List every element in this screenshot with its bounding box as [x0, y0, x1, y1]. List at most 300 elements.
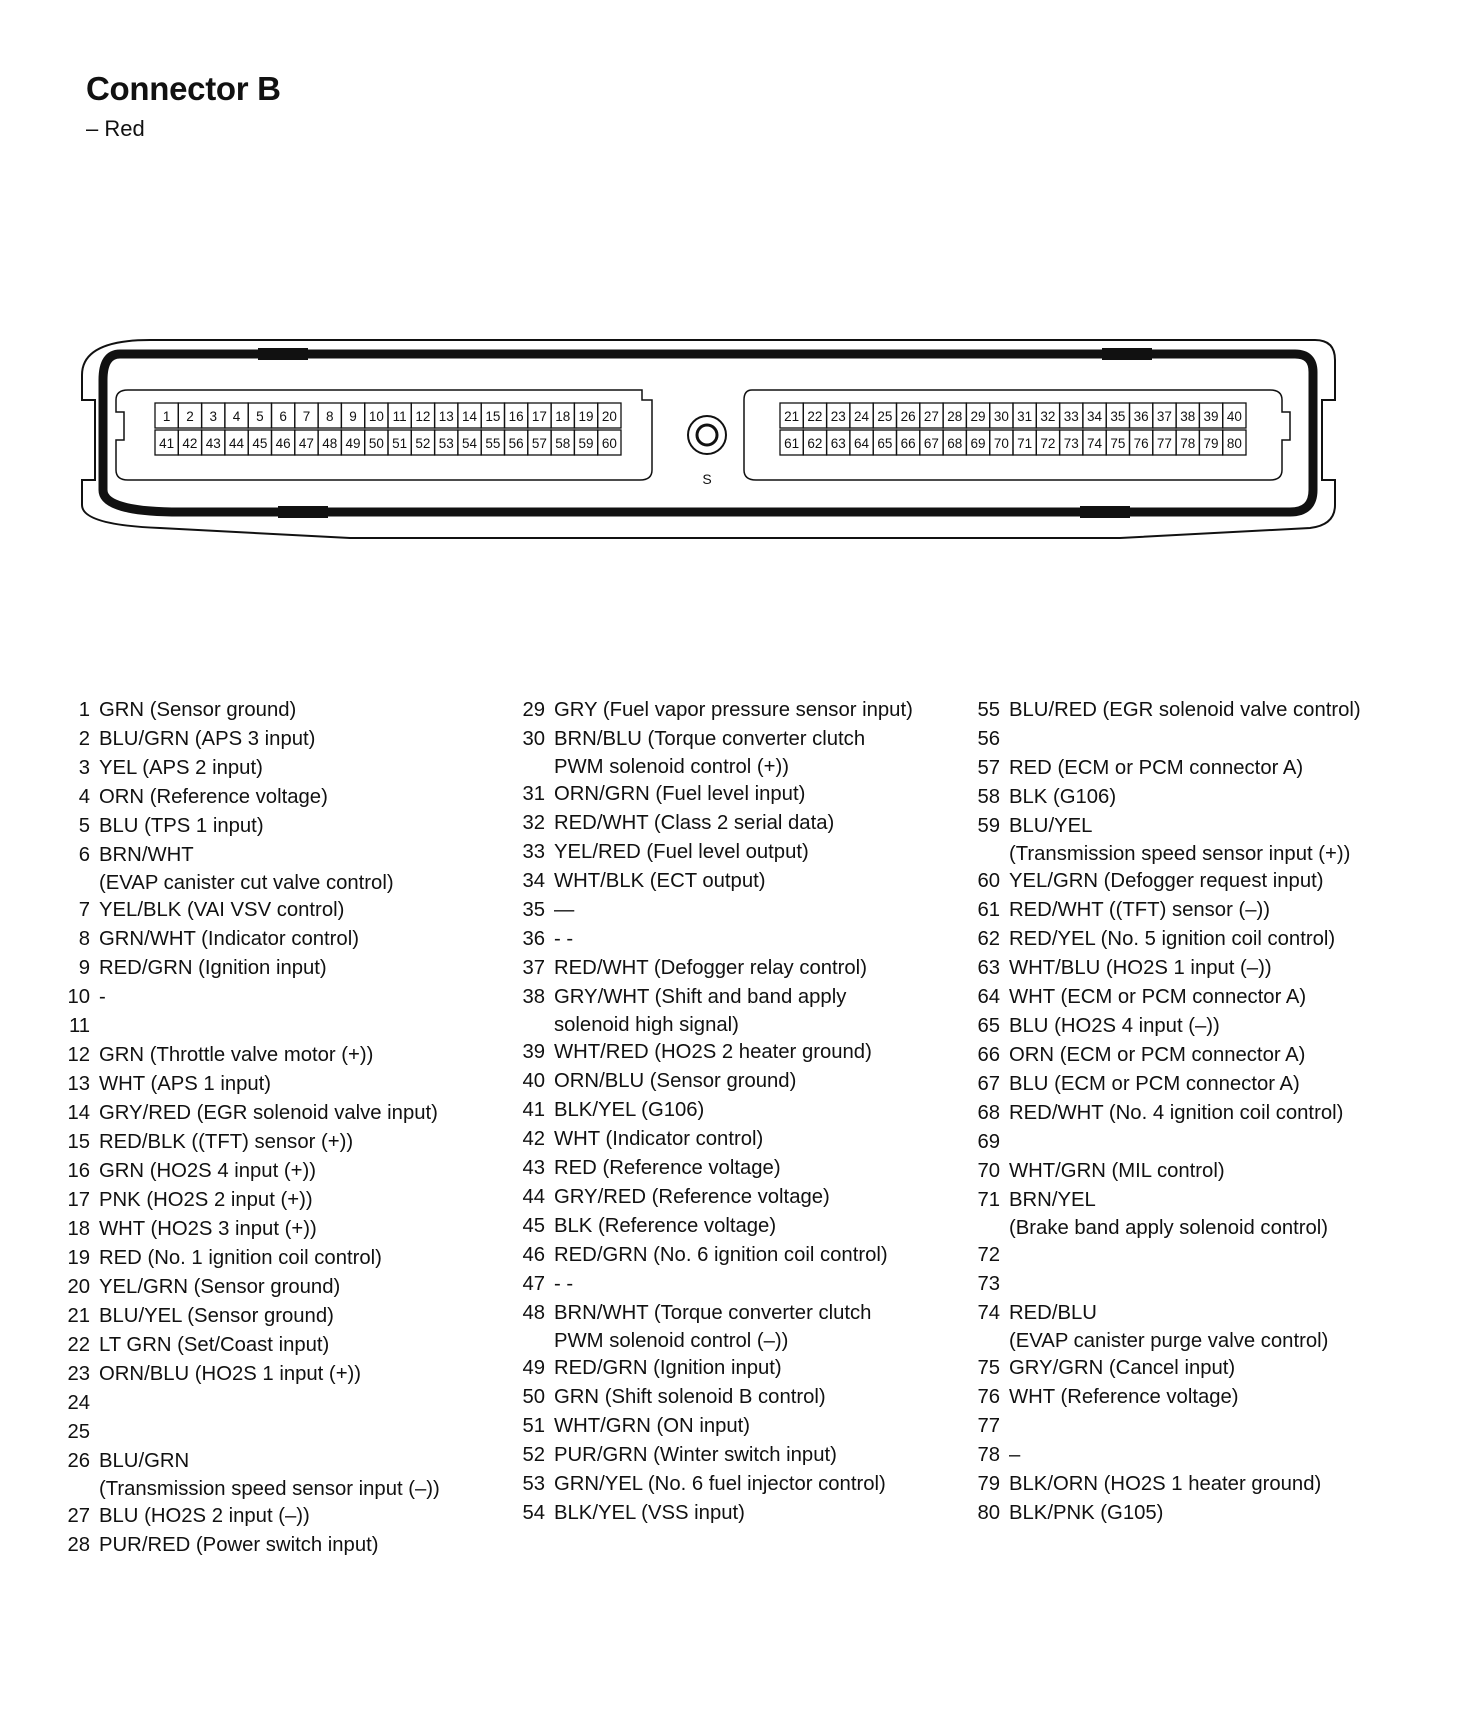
pin-cavity-number: 60	[601, 436, 617, 451]
pin-description	[1000, 1128, 1015, 1157]
pin-description	[1000, 1354, 1235, 1383]
pin-description	[90, 1244, 382, 1273]
wire-color-text: GRY (Fuel vapor pressure sensor input)	[554, 699, 913, 721]
pin-list-column-1	[60, 696, 530, 1560]
pin-entry	[515, 925, 985, 954]
pin-entry	[60, 1447, 530, 1502]
pin-cavity-number: 59	[578, 436, 594, 451]
pin-cavity-number: 5	[256, 409, 264, 424]
pin-entry	[60, 1041, 530, 1070]
pin-cavity-number: 62	[807, 436, 823, 451]
pin-number: 69	[977, 1131, 1000, 1153]
wire-function-text: (Transmission speed sensor input (+))	[1009, 843, 1351, 865]
wire-color-text: BRN/WHT (Torque converter clutch	[554, 1302, 872, 1324]
pin-cavity-number: 2	[186, 409, 194, 424]
pin-entry	[970, 783, 1440, 812]
pin-entry	[60, 1186, 530, 1215]
pin-entry	[60, 1418, 530, 1447]
wire-color-text: - -	[554, 928, 574, 950]
pin-description	[545, 696, 913, 725]
pin-entry	[970, 1070, 1440, 1099]
wire-color-text: YEL/GRN (Defogger request input)	[1009, 870, 1324, 892]
pin-cavity-number: 18	[555, 409, 571, 424]
pin-entry	[970, 754, 1440, 783]
pin-description	[90, 1128, 353, 1157]
pin-list-column-2	[515, 696, 985, 1528]
pin-description	[90, 1273, 340, 1302]
pin-number: 57	[977, 757, 1000, 779]
pin-number: 21	[67, 1305, 90, 1327]
wire-color-text: BLU/YEL (Sensor ground)	[99, 1305, 334, 1327]
wire-function-text: (Transmission speed sensor input (–))	[99, 1478, 440, 1500]
pin-description	[90, 812, 264, 841]
wire-color-text: WHT/GRN (MIL control)	[1009, 1160, 1225, 1182]
pin-number: 32	[522, 812, 545, 834]
pin-entry	[515, 1241, 985, 1270]
wire-color-text: ORN (ECM or PCM connector A)	[1009, 1044, 1306, 1066]
pin-entry	[970, 725, 1440, 754]
wire-color-text: WHT (Indicator control)	[554, 1128, 764, 1150]
wire-color-text: BLU (ECM or PCM connector A)	[1009, 1073, 1300, 1095]
pin-number: 61	[977, 899, 1000, 921]
wire-color-text: GRN/WHT (Indicator control)	[99, 928, 359, 950]
pin-number: 59	[977, 815, 1000, 837]
pin-cavity-number: 8	[325, 409, 334, 424]
wire-color-text: BLK (G106)	[1009, 786, 1117, 808]
pin-number: 42	[522, 1128, 545, 1150]
wire-color-text: RED/WHT (Class 2 serial data)	[554, 812, 835, 834]
pin-number: 63	[977, 957, 1000, 979]
pin-entry	[970, 1186, 1440, 1241]
pin-entry	[60, 725, 530, 754]
wire-color-text: RED (ECM or PCM connector A)	[1009, 757, 1304, 779]
wire-color-text: -	[99, 986, 106, 1008]
pin-entry	[515, 1499, 985, 1528]
pin-entry	[515, 1412, 985, 1441]
wire-color-text: PNK (HO2S 2 input (+))	[99, 1189, 313, 1211]
pin-number: 67	[977, 1073, 1000, 1095]
pin-number: 77	[977, 1415, 1000, 1437]
pin-entry	[515, 1470, 985, 1499]
pin-cavity-number: 77	[1156, 436, 1172, 451]
pin-entry	[970, 867, 1440, 896]
pin-entry	[970, 1412, 1440, 1441]
pin-cavity-number: 47	[298, 436, 314, 451]
pin-entry	[970, 925, 1440, 954]
wire-color-text: ORN/BLU (HO2S 1 input (+))	[99, 1363, 362, 1385]
pin-number: 1	[78, 699, 90, 721]
pin-description	[545, 867, 766, 896]
wire-color-text: ORN/BLU (Sensor ground)	[554, 1070, 797, 1092]
pin-entry	[515, 809, 985, 838]
wire-color-text: WHT (APS 1 input)	[99, 1073, 272, 1095]
pin-cavity-number: 40	[1226, 409, 1242, 424]
pin-cavity-number: 34	[1087, 409, 1103, 424]
pin-number: 31	[522, 783, 545, 805]
pin-number: 79	[977, 1473, 1000, 1495]
pin-cavity-number: 30	[993, 409, 1009, 424]
pin-entry	[60, 1012, 530, 1041]
pin-description	[90, 1302, 334, 1331]
pin-cavity-number: 70	[993, 436, 1009, 451]
pin-description	[90, 896, 344, 925]
wire-color-text: BLK (Reference voltage)	[554, 1215, 777, 1237]
pin-cavity-number: 20	[601, 409, 617, 424]
wire-color-text	[1009, 1270, 1015, 1299]
wire-function-text: PWM solenoid control (+))	[554, 756, 789, 778]
wire-color-text: BLK/PNK (G105)	[1009, 1502, 1164, 1524]
pin-entry	[970, 1157, 1440, 1186]
pin-description	[90, 1418, 105, 1447]
wire-color-text: RED/GRN (Ignition input)	[554, 1357, 782, 1379]
wire-color-text: BRN/YEL	[1009, 1189, 1096, 1211]
pin-description	[1000, 1383, 1239, 1412]
pin-cavity-number: 28	[947, 409, 963, 424]
pin-description	[90, 1331, 329, 1360]
pin-description	[545, 809, 834, 838]
pin-entry	[515, 954, 985, 983]
pin-description	[90, 983, 106, 1012]
pin-entry	[970, 1128, 1440, 1157]
wire-color-text: GRY/RED (EGR solenoid valve input)	[99, 1102, 438, 1124]
pin-cavity-number: 19	[578, 409, 594, 424]
wire-color-text: GRN/YEL (No. 6 fuel injector control)	[554, 1473, 886, 1495]
pin-description	[545, 1183, 830, 1212]
pin-description	[1000, 925, 1335, 954]
pin-cavity-number: 79	[1203, 436, 1219, 451]
wire-color-text: RED/YEL (No. 5 ignition coil control)	[1009, 928, 1336, 950]
wire-color-text: WHT (Reference voltage)	[1009, 1386, 1239, 1408]
pin-description	[545, 983, 846, 1038]
pin-cavity-number: 15	[485, 409, 501, 424]
pin-cavity-number: 33	[1063, 409, 1079, 424]
pin-cavity-number: 49	[345, 436, 361, 451]
pin-cavity-number: 71	[1017, 436, 1033, 451]
pin-number: 7	[78, 899, 90, 921]
wire-color-text: RED (Reference voltage)	[554, 1157, 781, 1179]
pin-description	[545, 1270, 573, 1299]
wire-function-text: (Brake band apply solenoid control)	[1009, 1217, 1329, 1239]
pin-description	[90, 1099, 438, 1128]
connector-color-label: – Red	[86, 116, 145, 141]
pin-number: 34	[522, 870, 545, 892]
wire-color-text: GRY/WHT (Shift and band apply	[554, 986, 847, 1008]
pin-cavity-number: 72	[1040, 436, 1056, 451]
pin-description	[545, 838, 809, 867]
pin-entry	[515, 696, 985, 725]
pin-entry	[60, 696, 530, 725]
wire-color-text: LT GRN (Set/Coast input)	[99, 1334, 330, 1356]
wire-color-text	[1009, 1412, 1015, 1441]
pin-entry	[970, 1441, 1440, 1470]
pin-number: 15	[67, 1131, 90, 1153]
pin-number: 56	[977, 728, 1000, 750]
pin-entry	[60, 1302, 530, 1331]
wire-color-text: GRN (HO2S 4 input (+))	[99, 1160, 316, 1182]
pin-entry	[60, 1099, 530, 1128]
wire-color-text: BLK/YEL (VSS input)	[554, 1502, 745, 1524]
wire-color-text	[1009, 1128, 1015, 1157]
wire-color-text: PUR/RED (Power switch input)	[99, 1534, 379, 1556]
wire-color-text: WHT/RED (HO2S 2 heater ground)	[554, 1041, 872, 1063]
pin-entry	[970, 1099, 1440, 1128]
pin-entry	[515, 1038, 985, 1067]
pin-entry	[970, 1383, 1440, 1412]
pin-cavity-number: 44	[229, 436, 245, 451]
pin-entry	[970, 1354, 1440, 1383]
pin-description	[90, 841, 394, 896]
pin-cavity-number: 76	[1133, 436, 1149, 451]
wire-color-text	[99, 1389, 105, 1418]
pin-entry	[515, 1212, 985, 1241]
pin-number: 6	[78, 844, 90, 866]
pin-entry	[60, 1502, 530, 1531]
pin-description	[1000, 1099, 1343, 1128]
latch-tab	[1102, 348, 1152, 360]
pin-entry	[515, 1154, 985, 1183]
pin-cavity-number: 65	[877, 436, 893, 451]
pin-number: 12	[67, 1044, 90, 1066]
pin-entry	[970, 1241, 1440, 1270]
pin-cavity-number: 26	[900, 409, 916, 424]
pin-cavity-number: 27	[923, 409, 939, 424]
pin-cavity-number: 46	[275, 436, 291, 451]
wire-color-text	[1009, 725, 1015, 754]
wire-color-text: BRN/BLU (Torque converter clutch	[554, 728, 866, 750]
pin-cavity-number: 31	[1017, 409, 1033, 424]
pin-number: 4	[78, 786, 90, 808]
pin-cavity-number: 42	[182, 436, 198, 451]
pin-number: 16	[67, 1160, 90, 1182]
pin-entry	[515, 896, 985, 925]
pin-cavity-number: 57	[531, 436, 547, 451]
pin-number: 47	[522, 1273, 545, 1295]
pin-cavity-number: 10	[368, 409, 384, 424]
pin-cavity-number: 41	[159, 436, 175, 451]
pin-number: 24	[67, 1392, 90, 1414]
pin-description	[90, 754, 263, 783]
pin-description	[1000, 1241, 1015, 1270]
pin-number: 13	[67, 1073, 90, 1095]
wire-color-text: BLU/RED (EGR solenoid valve control)	[1009, 699, 1361, 721]
pin-cavity-number: 16	[508, 409, 524, 424]
pin-entry	[60, 983, 530, 1012]
pin-description	[1000, 1157, 1225, 1186]
wire-color-text: WHT/BLK (ECT output)	[554, 870, 766, 892]
pin-description	[545, 1038, 872, 1067]
pin-cavity-number: 78	[1180, 436, 1196, 451]
pin-number: 30	[522, 728, 545, 750]
pin-entry	[515, 1096, 985, 1125]
pin-description	[1000, 954, 1272, 983]
pin-number: 3	[78, 757, 90, 779]
pin-number: 29	[522, 699, 545, 721]
page-title: Connector B	[86, 70, 281, 107]
pin-list-column-3	[970, 696, 1440, 1528]
wire-color-text: RED/BLU	[1009, 1302, 1097, 1324]
pin-entry	[60, 1070, 530, 1099]
pin-cavity-number: 51	[392, 436, 408, 451]
pin-cavity-number: 14	[462, 409, 478, 424]
pin-number: 52	[522, 1444, 545, 1466]
wire-color-text: RED/WHT (No. 4 ignition coil control)	[1009, 1102, 1344, 1124]
pin-description	[90, 1215, 317, 1244]
wire-color-text: BLU/GRN	[99, 1450, 190, 1472]
pin-description	[545, 1154, 781, 1183]
pin-cavity-number: 38	[1180, 409, 1196, 424]
wire-color-text: RED/WHT (Defogger relay control)	[554, 957, 867, 979]
wire-color-text: BLK/YEL (G106)	[554, 1099, 705, 1121]
pin-cavity-number: 17	[531, 409, 547, 424]
connector-inner-frame	[103, 354, 1313, 512]
wire-color-text	[99, 1418, 105, 1447]
pin-number: 43	[522, 1157, 545, 1179]
pin-number: 39	[522, 1041, 545, 1063]
wire-color-text: BLU/YEL	[1009, 815, 1093, 837]
pin-entry	[970, 1012, 1440, 1041]
pin-description	[90, 725, 315, 754]
pin-entry	[515, 1270, 985, 1299]
pin-entry	[60, 1331, 530, 1360]
pin-entry	[60, 1273, 530, 1302]
wire-color-text: GRN (Shift solenoid B control)	[554, 1386, 826, 1408]
pin-cavity-number: 68	[947, 436, 963, 451]
wire-color-text: GRN (Sensor ground)	[99, 699, 297, 721]
pin-entry	[60, 896, 530, 925]
wire-color-text: RED/WHT ((TFT) sensor (–))	[1009, 899, 1271, 921]
pin-number: 38	[522, 986, 545, 1008]
pin-entry	[60, 1244, 530, 1273]
pin-cavity-number: 61	[784, 436, 800, 451]
wire-function-text: PWM solenoid control (–))	[554, 1330, 789, 1352]
pin-entry	[60, 754, 530, 783]
pin-description	[545, 780, 805, 809]
pin-entry	[60, 783, 530, 812]
pin-number: 72	[977, 1244, 1000, 1266]
pin-entry	[515, 1383, 985, 1412]
pin-number: 40	[522, 1070, 545, 1092]
pin-cavity-number: 35	[1110, 409, 1126, 424]
pin-cavity-number: 12	[415, 409, 431, 424]
pin-number: 49	[522, 1357, 545, 1379]
pin-description	[545, 1441, 837, 1470]
pin-entry	[515, 983, 985, 1038]
pin-cavity-number: 53	[438, 436, 454, 451]
pin-entry	[60, 954, 530, 983]
center-bolt-label: S	[702, 471, 712, 487]
pin-cavity-number: 69	[970, 436, 986, 451]
pin-entry	[970, 1270, 1440, 1299]
pin-entry	[970, 1499, 1440, 1528]
wire-function-text: (EVAP canister purge valve control)	[1009, 1330, 1329, 1352]
pin-description	[90, 783, 328, 812]
pin-number: 28	[67, 1534, 90, 1556]
pin-number: 44	[522, 1186, 545, 1208]
pin-number: 19	[67, 1247, 90, 1269]
pin-number: 62	[977, 928, 1000, 950]
pin-number: 60	[977, 870, 1000, 892]
latch-tab	[278, 506, 328, 518]
pin-number: 51	[522, 1415, 545, 1437]
wire-color-text: YEL/BLK (VAI VSV control)	[99, 899, 345, 921]
pin-cavity-number: 37	[1156, 409, 1172, 424]
pin-description	[1000, 1270, 1015, 1299]
connector-diagram	[0, 330, 1472, 540]
pin-cavity-number: 73	[1063, 436, 1079, 451]
pin-description	[90, 1531, 379, 1560]
pin-description	[90, 1012, 105, 1041]
pin-description	[1000, 983, 1306, 1012]
wire-color-text: BLK/ORN (HO2S 1 heater ground)	[1009, 1473, 1322, 1495]
wire-color-text: WHT (ECM or PCM connector A)	[1009, 986, 1307, 1008]
pin-description	[545, 1096, 704, 1125]
pin-description	[545, 1354, 782, 1383]
pin-cavity-number: 66	[900, 436, 916, 451]
pin-description	[545, 896, 574, 925]
pin-description	[1000, 1470, 1321, 1499]
pin-cavity-number: 75	[1110, 436, 1126, 451]
pin-description	[1000, 754, 1303, 783]
pin-number: 70	[977, 1160, 1000, 1182]
pin-description	[545, 1125, 763, 1154]
center-bolt-inner	[697, 425, 717, 445]
pin-cavity-number: 13	[438, 409, 454, 424]
pin-entry	[515, 1183, 985, 1212]
wire-color-text: RED/BLK ((TFT) sensor (+))	[99, 1131, 354, 1153]
pin-description	[545, 1383, 826, 1412]
pin-number: 25	[67, 1421, 90, 1443]
pin-description	[1000, 783, 1116, 812]
pin-number: 65	[977, 1015, 1000, 1037]
center-bolt-outer	[688, 416, 726, 454]
wire-color-text: - -	[554, 1273, 574, 1295]
pin-entry	[60, 812, 530, 841]
pin-number: 73	[977, 1273, 1000, 1295]
pin-cavity-number: 11	[392, 409, 407, 424]
pin-cavity-number: 7	[302, 409, 311, 424]
pin-number: 11	[68, 1015, 90, 1037]
pin-description	[545, 1212, 776, 1241]
pin-number: 46	[522, 1244, 545, 1266]
wire-color-text: ORN (Reference voltage)	[99, 786, 328, 808]
pin-number: 66	[977, 1044, 1000, 1066]
pin-entry	[970, 1470, 1440, 1499]
pin-number: 18	[67, 1218, 90, 1240]
pin-entry	[60, 841, 530, 896]
pin-description	[1000, 1070, 1300, 1099]
wire-color-text: YEL (APS 2 input)	[99, 757, 263, 779]
wire-color-text	[1009, 1241, 1015, 1270]
pin-number: 55	[977, 699, 1000, 721]
pin-number: 35	[522, 899, 545, 921]
pin-cavity-number: 24	[854, 409, 870, 424]
pin-description	[1000, 696, 1361, 725]
pin-description	[1000, 867, 1324, 896]
pin-entry	[60, 1389, 530, 1418]
pin-cavity-number: 55	[485, 436, 501, 451]
pin-description	[90, 1360, 361, 1389]
pin-entry	[970, 896, 1440, 925]
pin-entry	[970, 812, 1440, 867]
wire-color-text: PUR/GRN (Winter switch input)	[554, 1444, 837, 1466]
pin-number: 54	[522, 1502, 545, 1524]
wire-color-text: —	[554, 899, 575, 921]
pin-description	[90, 954, 327, 983]
pin-entry	[970, 983, 1440, 1012]
pin-number: 64	[977, 986, 1000, 1008]
pin-entry	[515, 838, 985, 867]
pin-description	[545, 1241, 888, 1270]
